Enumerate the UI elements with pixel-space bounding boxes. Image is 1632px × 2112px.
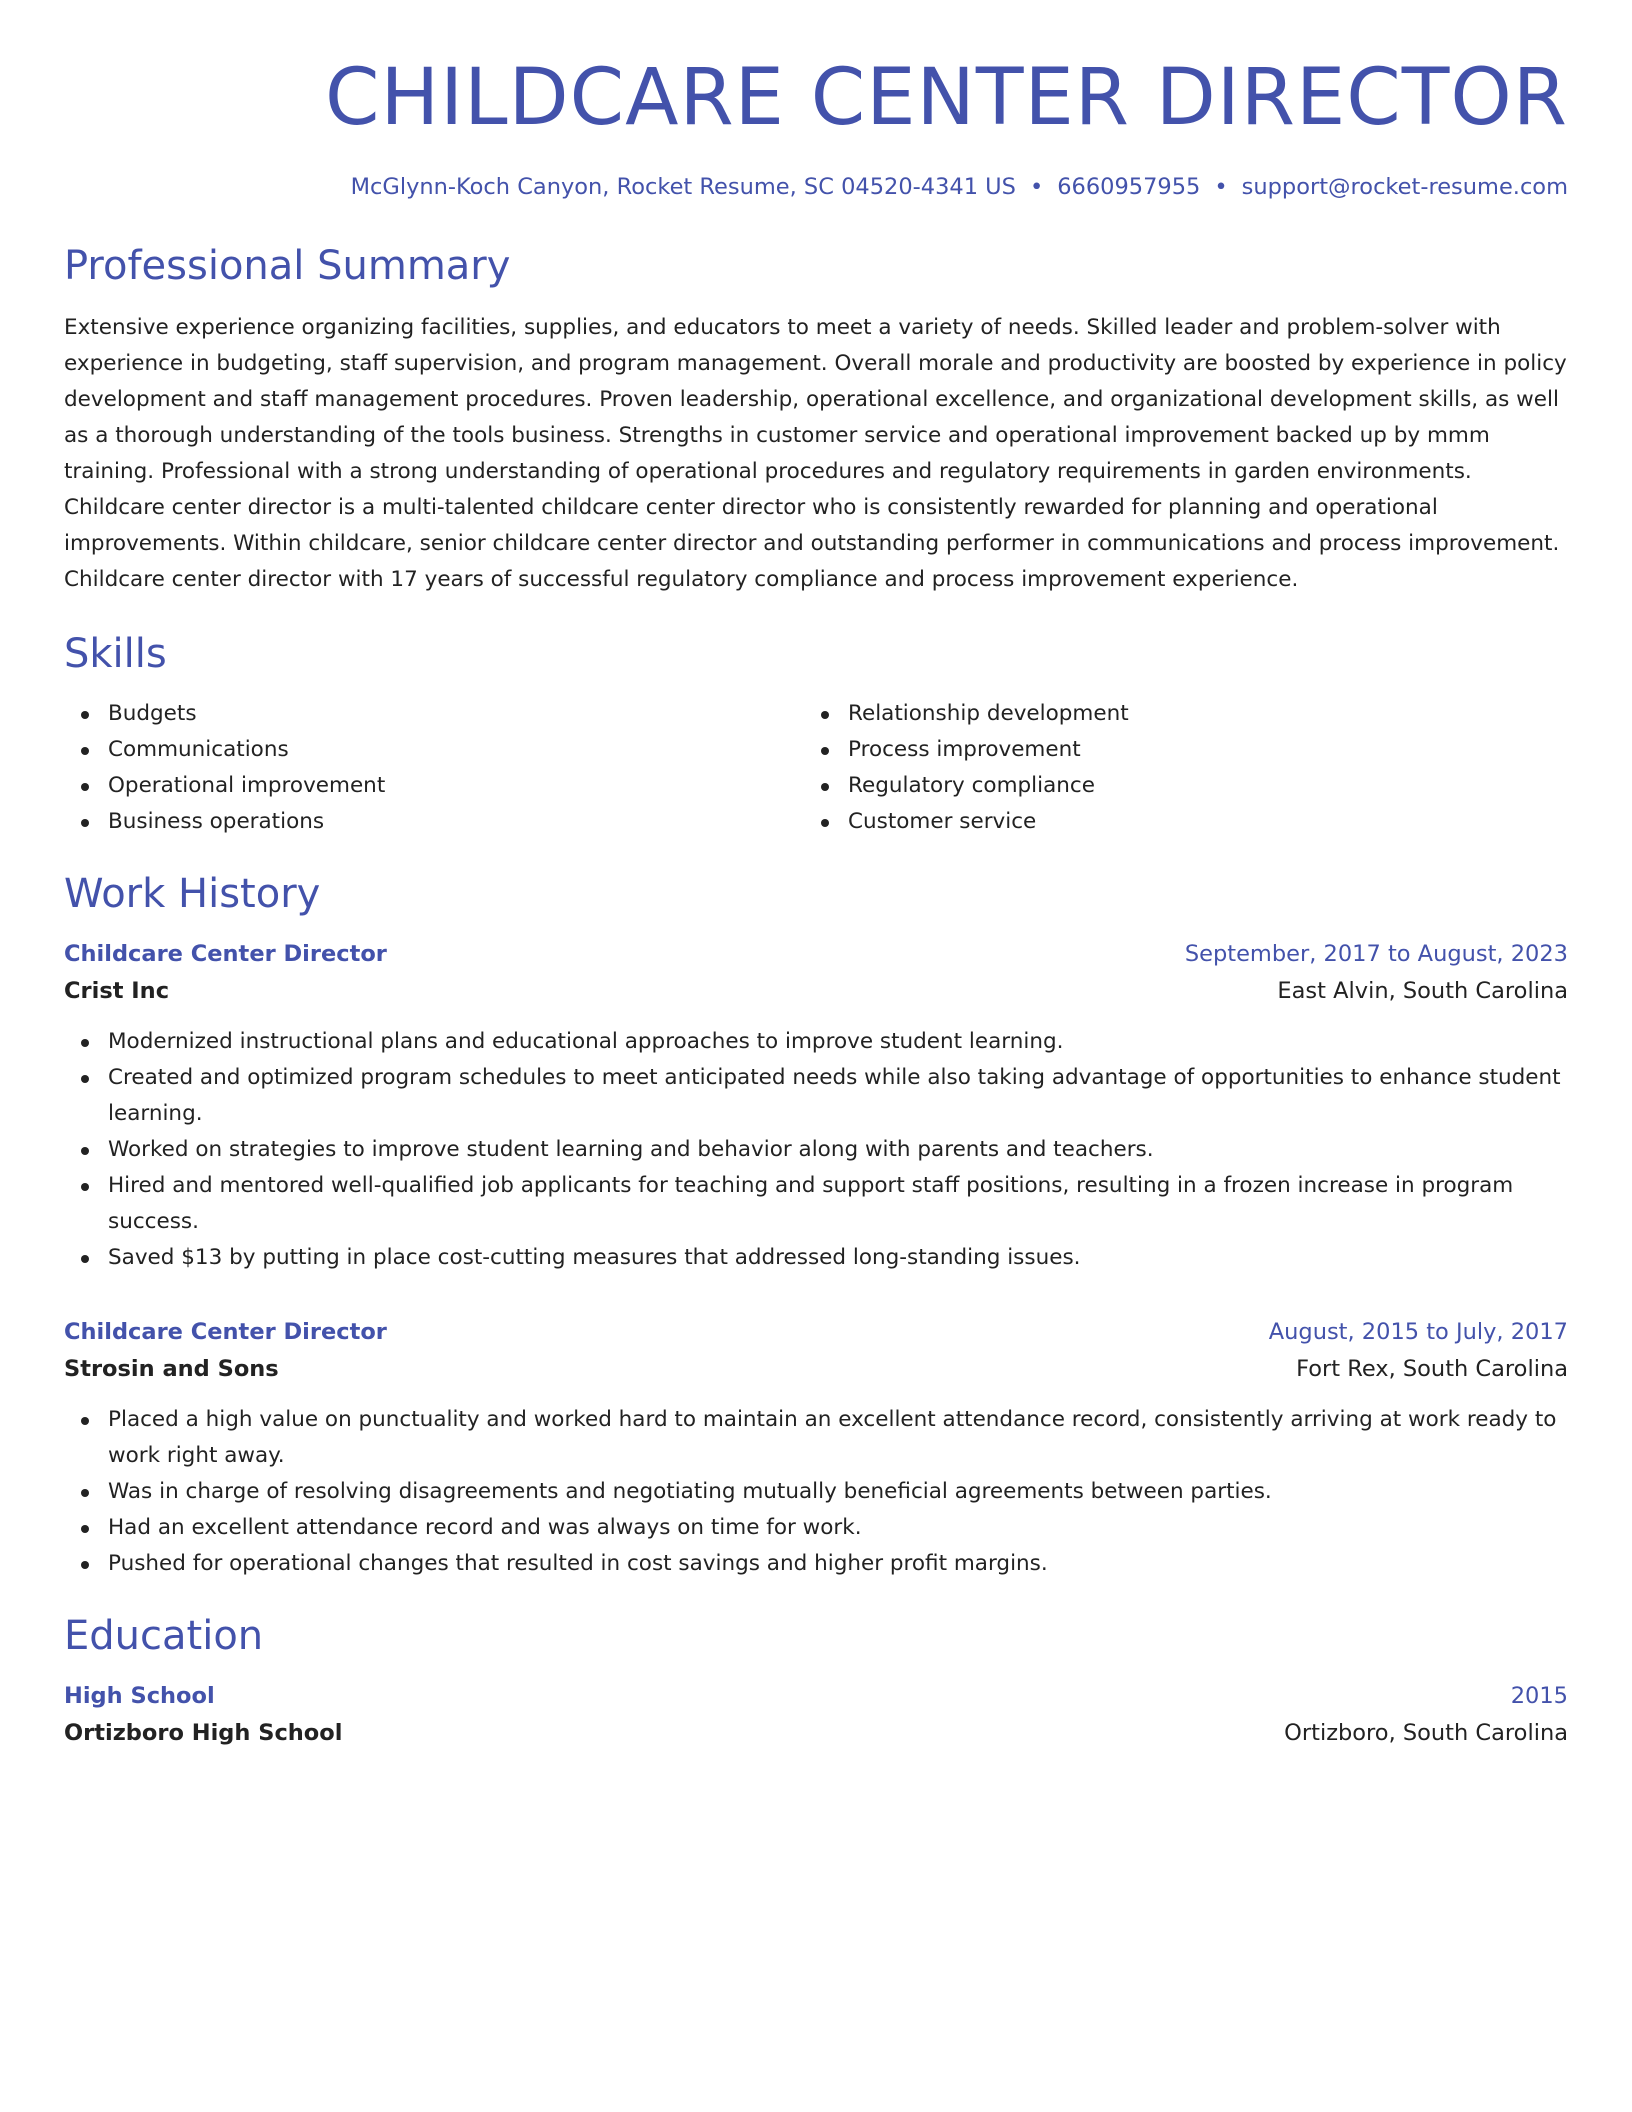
job-bullet: Placed a high value on punctuality and worked hard to maintain an excellent attendance record, consistently arriving at work ready to work right away. bbox=[64, 1402, 1568, 1474]
section-title-education: Education bbox=[64, 1612, 264, 1659]
job-bullet: Had an excellent attendance record and was always on time for work. bbox=[64, 1510, 1568, 1546]
skill-item: Process improvement bbox=[804, 732, 1544, 768]
skill-item: Relationship development bbox=[804, 696, 1544, 732]
job-location: East Alvin, South Carolina bbox=[1277, 977, 1568, 1004]
job-title: Childcare Center Director bbox=[64, 940, 387, 967]
section-title-skills: Skills bbox=[64, 630, 167, 677]
contact-line bbox=[64, 174, 1568, 200]
contact-separator: • bbox=[1214, 173, 1228, 200]
job-dates: September, 2017 to August, 2023 bbox=[1184, 940, 1568, 967]
skill-item: Regulatory compliance bbox=[804, 768, 1544, 804]
skill-item: Business operations bbox=[64, 804, 804, 840]
education-year: 2015 bbox=[1510, 1682, 1568, 1709]
job-bullet: Was in charge of resolving disagreements and negotiating mutually beneficial agreements between parties. bbox=[64, 1474, 1568, 1510]
education-school: Ortizboro High School bbox=[64, 1719, 343, 1746]
skill-item: Operational improvement bbox=[64, 768, 804, 804]
section-title-summary: Professional Summary bbox=[64, 242, 511, 289]
skill-item: Budgets bbox=[64, 696, 804, 732]
skills-list bbox=[64, 696, 1568, 840]
job-title: Childcare Center Director bbox=[64, 1318, 387, 1345]
job-company: Strosin and Sons bbox=[64, 1355, 279, 1382]
skills-column-right bbox=[804, 696, 1544, 840]
education-entry bbox=[64, 1678, 1568, 1752]
education-location: Ortizboro, South Carolina bbox=[1284, 1719, 1568, 1746]
job-bullet: Worked on strategies to improve student learning and behavior along with parents and teachers. bbox=[64, 1132, 1568, 1168]
education-subheader bbox=[64, 1714, 1568, 1752]
job-subheader bbox=[64, 1350, 1568, 1388]
skill-item: Customer service bbox=[804, 804, 1544, 840]
job-subheader bbox=[64, 972, 1568, 1010]
job-bullets bbox=[64, 1024, 1568, 1276]
job-bullets bbox=[64, 1402, 1568, 1582]
contact-separator: • bbox=[1029, 173, 1044, 200]
job-header bbox=[64, 1314, 1568, 1350]
skill-item: Communications bbox=[64, 732, 804, 768]
job-header bbox=[64, 936, 1568, 972]
job-bullet: Modernized instructional plans and educational approaches to improve student learning. bbox=[64, 1024, 1568, 1060]
resume-name: CHILDCARE CENTER DIRECTOR bbox=[325, 53, 1568, 143]
skills-column-left bbox=[64, 696, 804, 840]
job-bullet: Hired and mentored well-qualified job applicants for teaching and support staff positions, resulting in a frozen increase in program success. bbox=[64, 1168, 1568, 1240]
contact-address: McGlynn-Koch Canyon, Rocket Resume, SC 04520-4341 US bbox=[350, 173, 1016, 200]
job-location: Fort Rex, South Carolina bbox=[1296, 1355, 1568, 1382]
contact-phone: 6660957955 bbox=[1057, 173, 1201, 200]
job-company: Crist Inc bbox=[64, 977, 170, 1004]
job-dates: August, 2015 to July, 2017 bbox=[1268, 1318, 1568, 1345]
job-bullet: Created and optimized program schedules to meet anticipated needs while also taking advantage of opportunities to enhance student learning. bbox=[64, 1060, 1568, 1132]
education-degree: High School bbox=[64, 1682, 215, 1709]
job-bullet: Saved $13 by putting in place cost-cutting measures that addressed long-standing issues. bbox=[64, 1240, 1568, 1276]
section-title-work-history: Work History bbox=[64, 870, 321, 917]
contact-email[interactable]: support@rocket-resume.com bbox=[1241, 173, 1568, 200]
education-header bbox=[64, 1678, 1568, 1714]
job-bullet: Pushed for operational changes that resulted in cost savings and higher profit margins. bbox=[64, 1546, 1568, 1582]
summary-text: Extensive experience organizing facilities, supplies, and educators to meet a variety of needs. Skilled leader and problem-solver with experience in budgeting, staff supervision, and program management. Overall morale and productivity are boosted by experience in policy development and staff management procedures. Proven leadership, operational excellence, and organizational development skills, as well as a thorough understanding of the tools business. Strengths in customer service and operational improvement backed up by mmm training. Professional with a strong understanding of operational procedures and regulatory requirements in garden environments. Childcare center director is a multi-talented childcare center director who is consistently rewarded for planning and operational improvements. Within childcare, senior childcare center director and outstanding performer in communications and process improvement. Childcare center director with 17 years of successful regulatory compliance and process improvement experience. bbox=[64, 314, 1567, 592]
job-entry bbox=[64, 1314, 1568, 1582]
job-entry bbox=[64, 936, 1568, 1276]
